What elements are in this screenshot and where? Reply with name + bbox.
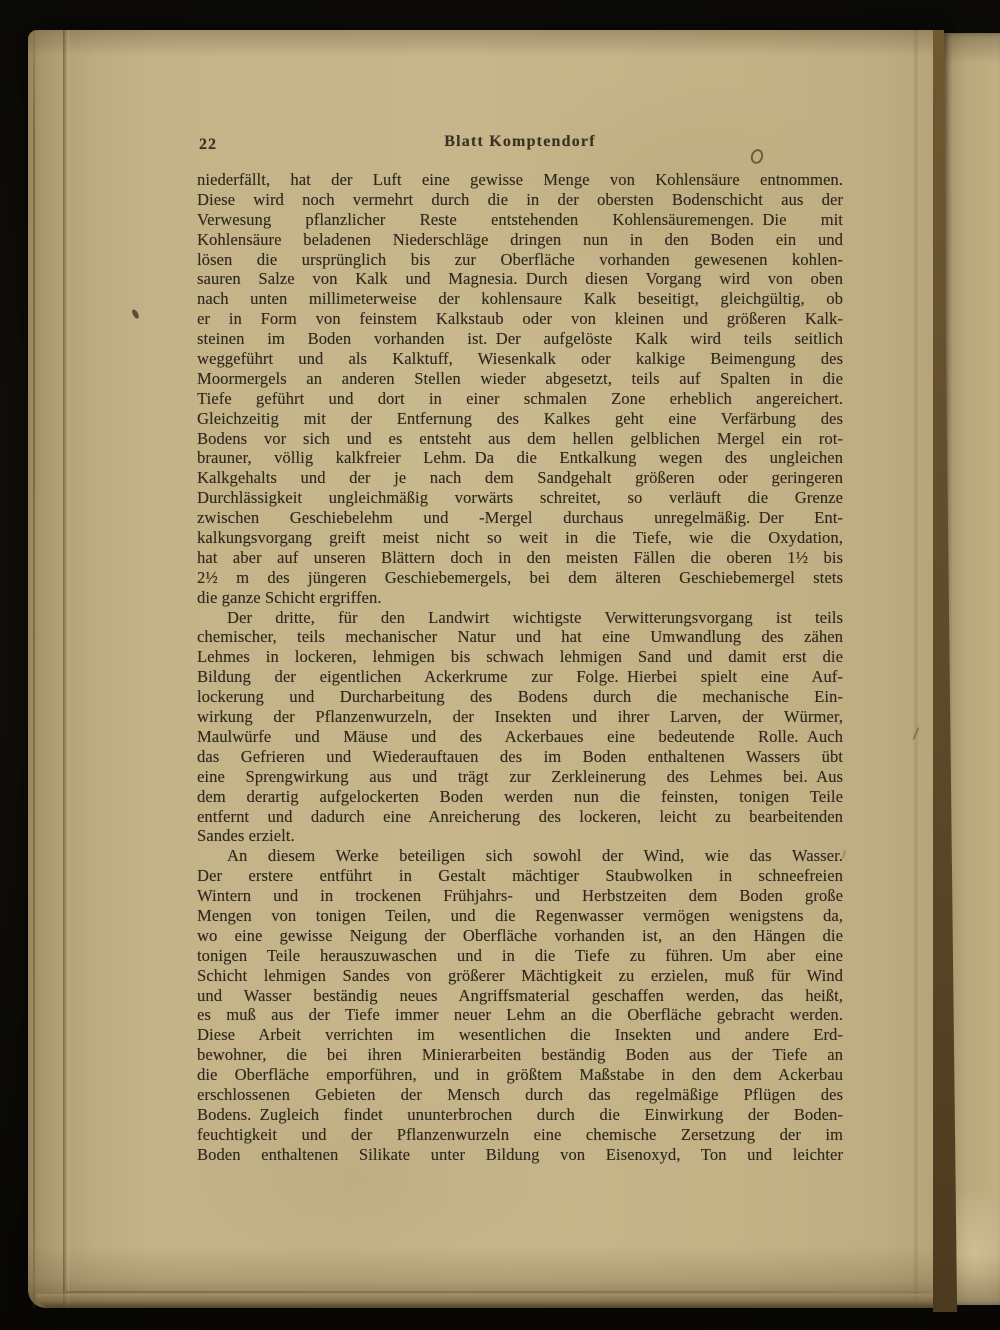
text-line: hat aber auf unseren Blättern doch in den meisten Fällen die oberen 1½ bis (197, 547, 843, 567)
text-line: feuchtigkeit und der Pflanzenwurzeln eine chemische Zersetzung der im (197, 1124, 843, 1144)
binding-crease-highlight (68, 30, 69, 1308)
text-line: Lehmes in lockeren, lehmigen bis schwach lehmigen Sand und damit erst die (197, 647, 843, 667)
body-text (197, 170, 843, 1165)
text-line: dem derartig aufgelockerten Boden werden nun die feinsten, tonigen Teile (197, 786, 843, 806)
page-stack-edge (36, 1294, 935, 1308)
text-line: Wintern und in trockenen Frühjahrs- und Herbstzeiten dem Boden große (197, 886, 843, 906)
text-line: brauner, völlig kalkfreier Lehm. Da die Entkalkung wegen des ungleichen (197, 448, 843, 468)
text-line: kalkungsvorgang greift meist nicht so weit in die Tiefe, wie die Oxydation, (197, 528, 843, 548)
text-line: 2½ m des jüngeren Geschiebemergels, bei dem älteren Geschiebemergel stets (197, 567, 843, 587)
page-number: 22 (199, 136, 217, 153)
fore-edge-crease (913, 30, 919, 1308)
text-line: niederfällt, hat der Luft eine gewisse Menge von Kohlensäure entnommen. (197, 170, 843, 189)
text-line: erschlossenen Gebieten der Mensch durch das regelmäßige Pflügen des (197, 1084, 843, 1104)
text-line: bewohner, die bei ihren Minierarbeiten beständig Boden aus der Tiefe an (197, 1045, 843, 1065)
text-line: Moormergels an anderen Stellen wieder abgesetzt, teils auf Spalten in die (197, 368, 843, 388)
text-line: nach unten millimeterweise der kohlensaure Kalk beseitigt, gleichgültig, ob (197, 289, 843, 309)
text-line: Boden enthaltenen Silikate unter Bildung von Eisenoxyd, Ton und leichter (197, 1144, 843, 1164)
text-line: weggeführt und als Kalktuff, Wiesenkalk oder kalkige Beimengung des (197, 349, 843, 369)
text-line: tonigen Teile herauszuwaschen und in die Tiefe zu führen. Um aber eine (197, 945, 843, 965)
text-line: er in Form von feinstem Kalkstaub oder von kleinen und größeren Kalk- (197, 309, 843, 329)
text-line: Durchlässigkeit ungleichmäßig vorwärts schreitet, so verläuft die Grenze (197, 488, 843, 508)
text-line: Kalkgehalts und der je nach dem Sandgehalt größeren oder geringeren (197, 468, 843, 488)
text-line: Mengen von tonigen Teilen, und die Regenwasser vermögen wenigstens da, (197, 905, 843, 925)
text-line: die ganze Schicht ergriffen. (197, 587, 382, 607)
bottom-edge-crease (66, 1291, 931, 1293)
binding-crease (63, 30, 67, 1308)
text-line: entfernt und dadurch eine Anreicherung des lockeren, leicht zu bearbeitenden (197, 806, 843, 826)
text-line: Der erstere entführt in Gestalt mächtiger Staubwolken in schneefreien (197, 866, 843, 886)
text-line: chemischer, teils mechanischer Natur und hat eine Umwandlung des zähen (197, 627, 843, 647)
text-line: Verwesung pflanzlicher Reste entstehenden Kohlensäuremengen. Die mit (197, 209, 843, 229)
text-line: Schicht lehmigen Sandes von größerer Mächtigkeit zu erzielen, muß für Wind (197, 965, 843, 985)
text-line: wirkung der Pflanzenwurzeln, der Insekten und ihrer Larven, der Würmer, (197, 707, 843, 727)
margin-speck (131, 308, 140, 319)
text-line: Diese wird noch vermehrt durch die in der obersten Bodenschicht aus der (197, 189, 843, 209)
page-edge-crease (33, 30, 35, 1308)
text-line: Bildung der eigentlichen Ackerkrume zur Folge. Hierbei spielt eine Auf- (197, 667, 843, 687)
text-line: lösen die ursprünglich bis zur Oberfläche vorhanden gewesenen kohlen- (197, 249, 843, 269)
text-line: Kohlensäure beladenen Niederschläge dringen nun in den Boden ein und (197, 229, 843, 249)
text-line: Bodens. Zugleich findet ununterbrochen durch die Einwirkung der Boden- (197, 1104, 843, 1124)
text-line: Diese Arbeit verrichten im wesentlichen die Insekten und andere Erd- (197, 1025, 843, 1045)
text-line: steinen im Boden vorhanden ist. Der aufgelöste Kalk wird teils seitlich (197, 329, 843, 349)
text-line: Tiefe geführt und dort in einer schmalen Zone erheblich angereichert. (197, 388, 843, 408)
text-line: Bodens vor sich und es entsteht aus dem hellen gelblichen Mergel ein rot- (197, 428, 843, 448)
text-line: eine Sprengwirkung aus und trägt zur Zerkleinerung des Lehmes bei. Aus (197, 766, 843, 786)
text-line: das Gefrieren und Wiederauftauen des im Boden enthaltenen Wassers übt (197, 746, 843, 766)
text-line: es muß aus der Tiefe immer neuer Lehm an die Oberfläche gebracht werden. (197, 1005, 843, 1025)
text-line: lockerung und Durcharbeitung des Bodens durch die mechanische Ein- (197, 687, 843, 707)
page-header (197, 131, 843, 157)
running-title: Blatt Komptendorf (444, 133, 596, 150)
text-line: Maulwürfe und Mäuse und des Ackerbaues eine bedeutende Rolle. Auch (197, 726, 843, 746)
text-line: Gleichzeitig mit der Entfernung des Kalkes geht eine Verfärbung des (197, 408, 843, 428)
page (28, 30, 935, 1308)
margin-slash (912, 727, 919, 740)
text-line: Der dritte, für den Landwirt wichtigste Verwitterungsvorgang ist teils (227, 607, 843, 627)
text-line: und Wasser beständig neues Angriffsmaterial geschaffen werden, das heißt, (197, 985, 843, 1005)
text-line: An diesem Werke beteiligen sich sowohl der Wind, wie das Wasser. (227, 846, 843, 866)
text-line: die Oberfläche emporführen, und in größtem Maßstabe in den dem Ackerbau (197, 1065, 843, 1085)
text-line: zwischen Geschiebelehm und -Mergel durchaus unregelmäßig. Der Ent- (197, 508, 843, 528)
text-line: Sandes erzielt. (197, 826, 295, 846)
text-line: sauren Salze von Kalk und Magnesia. Durch diesen Vorgang wird von oben (197, 269, 843, 289)
text-line: wo eine gewisse Neigung der Oberfläche vorhanden ist, an den Hängen die (197, 925, 843, 945)
